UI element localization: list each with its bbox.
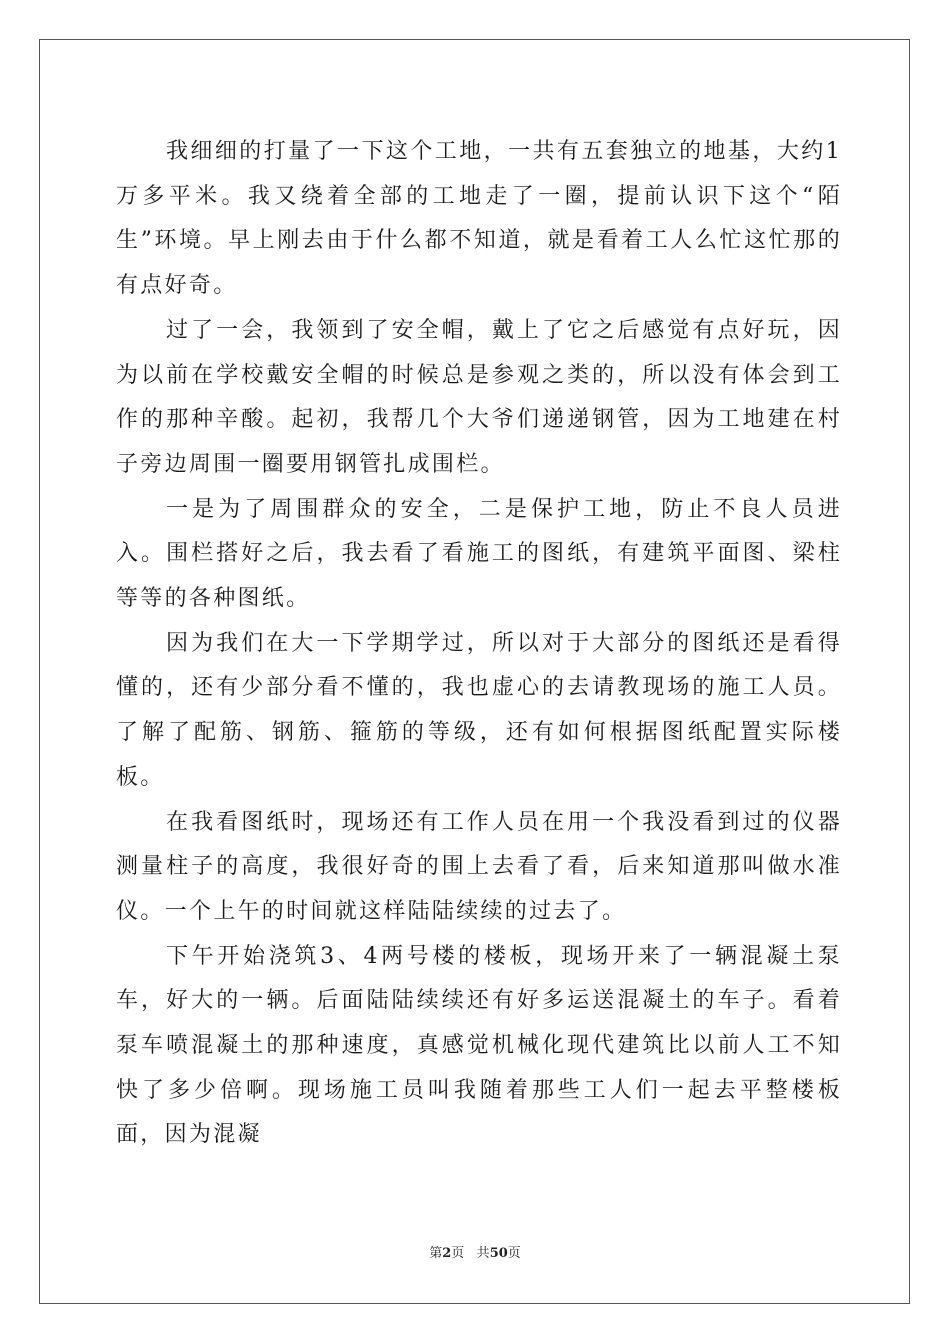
total-prefix: 共 <box>476 1246 490 1261</box>
total-suffix: 页 <box>507 1246 521 1261</box>
page-footer <box>0 1242 950 1261</box>
page-total: 50 <box>489 1246 508 1261</box>
paragraph-5: 在我看图纸时，现场还有工作人员在用一个我没看到过的仪器测量柱子的高度，我很好奇的围上去看了看，后来知道那叫做水准仪。一个上午的时间就这样陆陆续续的过去了。 <box>116 809 842 924</box>
paragraph-1: 我细细的打量了一下这个工地，一共有五套独立的地基，大约1万多平米。我又绕着全部的工地走了一圈，提前认识下这个“陌生”环境。早上刚去由于什么都不知道，就是看着工人么忙这忙那的有点好奇。 <box>116 139 842 299</box>
document-body <box>116 130 842 1158</box>
page-prefix: 第 <box>429 1246 443 1261</box>
page-suffix: 页 <box>451 1246 465 1261</box>
paragraph-6: 下午开始浇筑3、4两号楼的楼板，现场开来了一辆混凝土泵车，好大的一辆。后面陆陆续续还有好多运送混凝土的车子。看着泵车喷混凝土的那种速度，真感觉机械化现代建筑比以前人工不知快了多少倍啊。现场施工员叫我随着那些工人们一起去平整楼板面，因为混凝 <box>116 943 842 1148</box>
paragraph-4: 因为我们在大一下学期学过，所以对于大部分的图纸还是看得懂的，还有少部分看不懂的，我也虚心的去请教现场的施工人员。了解了配筋、钢筋、箍筋的等级，还有如何根据图纸配置实际楼板。 <box>116 630 842 790</box>
paragraph-3: 一是为了周围群众的安全，二是保护工地，防止不良人员进入。围栏搭好之后，我去看了看施工的图纸，有建筑平面图、梁柱等等的各种图纸。 <box>116 496 842 612</box>
paragraph-2: 过了一会，我领到了安全帽，戴上了它之后感觉有点好玩，因为以前在学校戴安全帽的时候总是参观之类的，所以没有体会到工作的那种辛酸。起初，我帮几个大爷们递递钢管，因为工地建在村子旁边周围一圈要用钢管扎成围栏。 <box>116 317 842 477</box>
page-current: 2 <box>442 1246 452 1261</box>
